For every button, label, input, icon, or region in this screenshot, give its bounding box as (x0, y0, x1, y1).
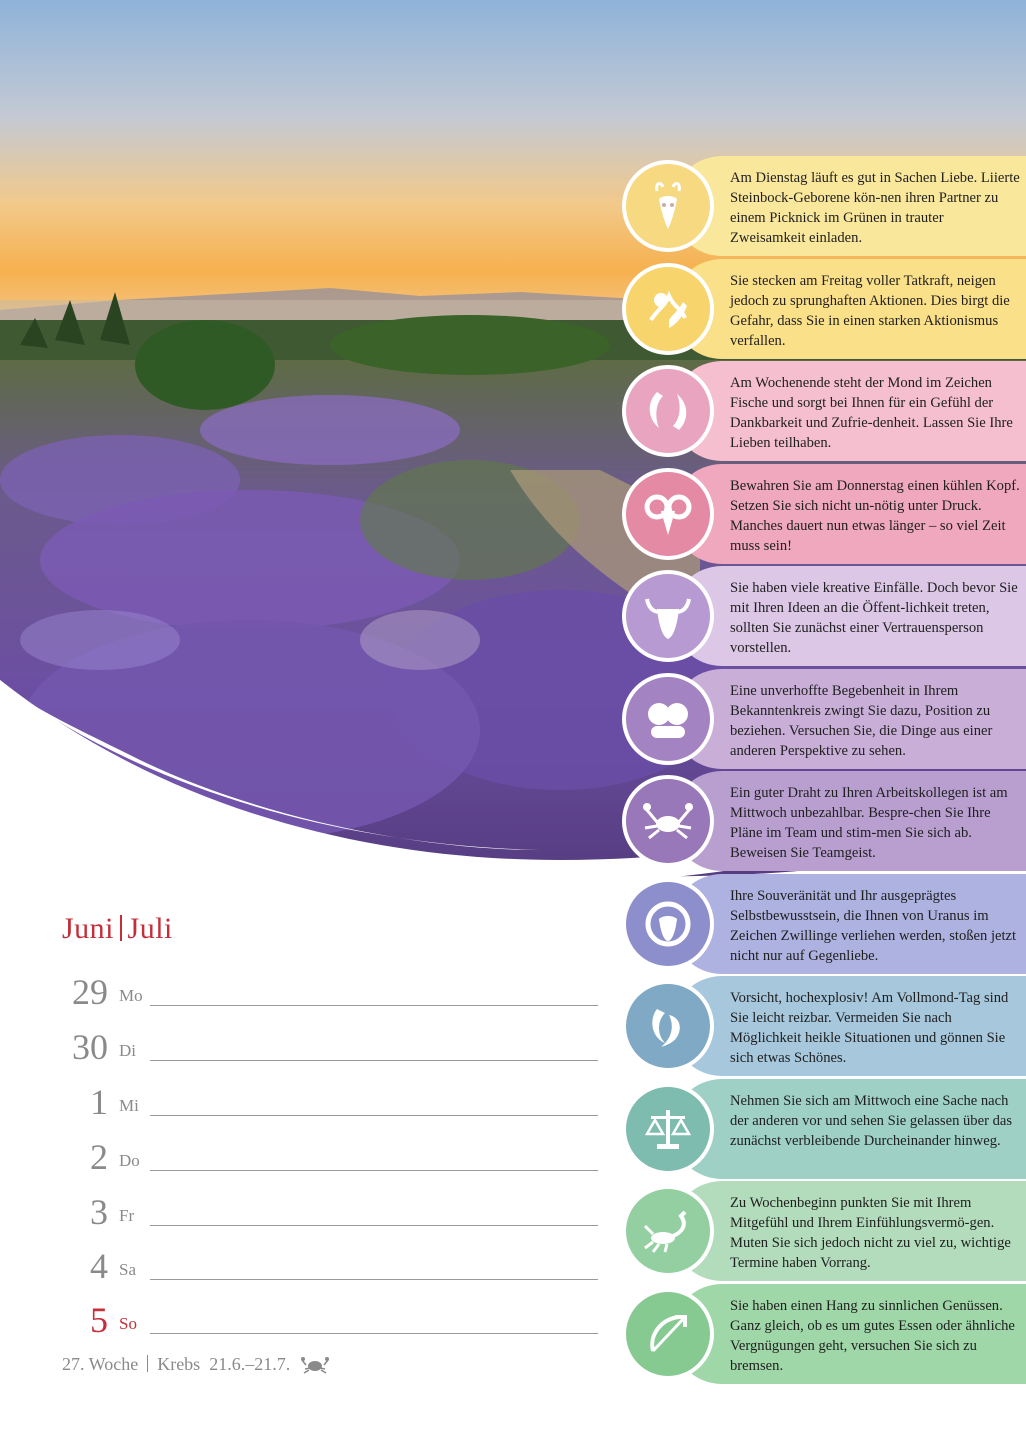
zodiac-badge (622, 365, 714, 457)
zodiac-badge (622, 1083, 714, 1175)
writing-line (150, 1170, 598, 1171)
zodiac-badge (622, 1288, 714, 1380)
day-name: Mo (119, 986, 143, 1005)
zodiac-badge (622, 263, 714, 355)
day-number: 29 (72, 972, 108, 1012)
scorpio-icon (639, 1202, 697, 1260)
leo-icon (639, 895, 697, 953)
zodiac-badge (622, 1185, 714, 1277)
day-row-wednesday[interactable] (40, 1082, 600, 1137)
zodiac-badge (622, 160, 714, 252)
day-number: 2 (90, 1137, 108, 1177)
day-name: Do (119, 1151, 140, 1170)
writing-line (150, 1279, 598, 1280)
writing-line (150, 1005, 598, 1006)
zodiac-label: Krebs (157, 1354, 201, 1374)
horoscope-text: Sie haben einen Hang zu sinnlichen Genüssen. Ganz gleich, ob es um gutes Essen oder ähnliche Vergnügungen geht, versuchen Sie sich zu bremsen. (730, 1297, 1015, 1374)
horoscope-text: Sie stecken am Freitag voller Tatkraft, neigen jedoch zu sprunghaften Aktionen. Dies birgt die Gefahr, dass Sie in einen starken Aktionismus verfallen. (730, 272, 1010, 349)
horoscope-text: Ihre Souveränität und Ihr ausgeprägtes Selbstbewusstsein, die Ihnen von Uranus im Zeichen Zwillinge verliehen werden, stoßen jetzt nicht nur auf Gegenliebe. (730, 887, 1017, 964)
day-number: 3 (90, 1192, 108, 1232)
virgo-icon (639, 997, 697, 1055)
taurus-icon (639, 587, 697, 645)
horoscope-text: Eine unverhoffte Begebenheit in Ihrem Bekanntenkreis zwingt Sie dazu, Position zu beziehen. Versuchen Sie, die Dinge aus einer anderen Perspektive zu sehen. (730, 682, 993, 759)
aquarius-icon (639, 280, 697, 338)
month-title: Juni Juli (62, 912, 173, 945)
horoscope-text: Bewahren Sie am Donnerstag einen kühlen Kopf. Setzen Sie sich nicht un-nötig unter Druck. Manches dauert nun etwas länger – so viel Zeit muss sein! (730, 477, 1020, 554)
day-number: 30 (72, 1027, 108, 1067)
day-row-saturday[interactable] (40, 1246, 600, 1301)
horoscope-text: Sie haben viele kreative Einfälle. Doch bevor Sie mit Ihren Ideen an die Öffent-lichkeit treten, sollten Sie zunächst einer Vertrauensperson vorstellen. (730, 580, 1018, 656)
zodiac-badge (622, 878, 714, 970)
day-row-thursday[interactable] (40, 1137, 600, 1192)
zodiac-badge (622, 980, 714, 1072)
writing-line (150, 1225, 598, 1226)
horoscope-text: Am Wochenende steht der Mond im Zeichen Fische und sorgt bei Ihnen für ein Gefühl der Dankbarkeit und Zufrie-denheit. Lassen Sie Ihre Lieben teilhaben. (730, 375, 1013, 451)
writing-line (150, 1333, 598, 1334)
day-name: Fr (119, 1206, 135, 1225)
pisces-icon (639, 382, 697, 440)
libra-icon (639, 1100, 697, 1158)
day-name: Di (119, 1041, 136, 1060)
day-name: Mi (119, 1096, 139, 1115)
horoscope-text: Ein guter Draht zu Ihren Arbeitskollegen ist am Mittwoch unbezahlbar. Bespre-chen Sie Ihre Pläne im Team und stim-men Sie sich ab. Beweisen Sie Teamgeist. (730, 785, 1008, 861)
sagittarius-icon (639, 1305, 697, 1363)
week-label: 27. Woche (62, 1354, 139, 1374)
aries-icon (639, 485, 697, 543)
zodiac-badge (622, 673, 714, 765)
day-number: 1 (90, 1082, 108, 1122)
crab-icon (301, 1356, 329, 1374)
zodiac-dates: 21.6.–21.7. (209, 1354, 291, 1374)
zodiac-badge (622, 570, 714, 662)
cancer-icon (639, 792, 697, 850)
horoscope-text: Vorsicht, hochexplosiv! Am Vollmond-Tag sind Sie leicht reizbar. Vermeiden Sie nach Möglichkeit heikle Situationen und gönnen Sie sich etwas Schönes. (730, 990, 1009, 1066)
day-number: 5 (90, 1300, 108, 1340)
day-row-monday[interactable] (40, 972, 600, 1027)
day-name: Sa (119, 1260, 136, 1279)
writing-line (150, 1115, 598, 1116)
horoscope-text: Am Dienstag läuft es gut in Sachen Liebe. Liierte Steinbock-Geborene kön-nen ihren Partner zu einem Picknick im Grünen in trauter Zweisamkeit einladen. (730, 170, 1020, 246)
gemini-icon (639, 690, 697, 748)
horoscope-text: Zu Wochenbeginn punkten Sie mit Ihrem Mitgefühl und Ihrem Einfühlungsvermö-gen. Muten Sie sich jedoch nicht zu viel zu, wichtige Termine haben Vorrang. (730, 1195, 1011, 1271)
writing-line (150, 1060, 598, 1061)
zodiac-badge (622, 468, 714, 560)
day-name: So (119, 1314, 137, 1333)
week-footer (62, 1354, 329, 1375)
capricorn-icon (639, 177, 697, 235)
horoscope-text: Nehmen Sie sich am Mittwoch eine Sache nach der anderen vor und sehen Sie gelassen über das zunächst verbleibende Durcheinander hinweg. (730, 1092, 1013, 1149)
day-number: 4 (90, 1246, 108, 1286)
day-row-sunday[interactable] (40, 1300, 600, 1355)
day-row-friday[interactable] (40, 1192, 600, 1247)
zodiac-badge (622, 775, 714, 867)
day-row-tuesday[interactable] (40, 1027, 600, 1082)
